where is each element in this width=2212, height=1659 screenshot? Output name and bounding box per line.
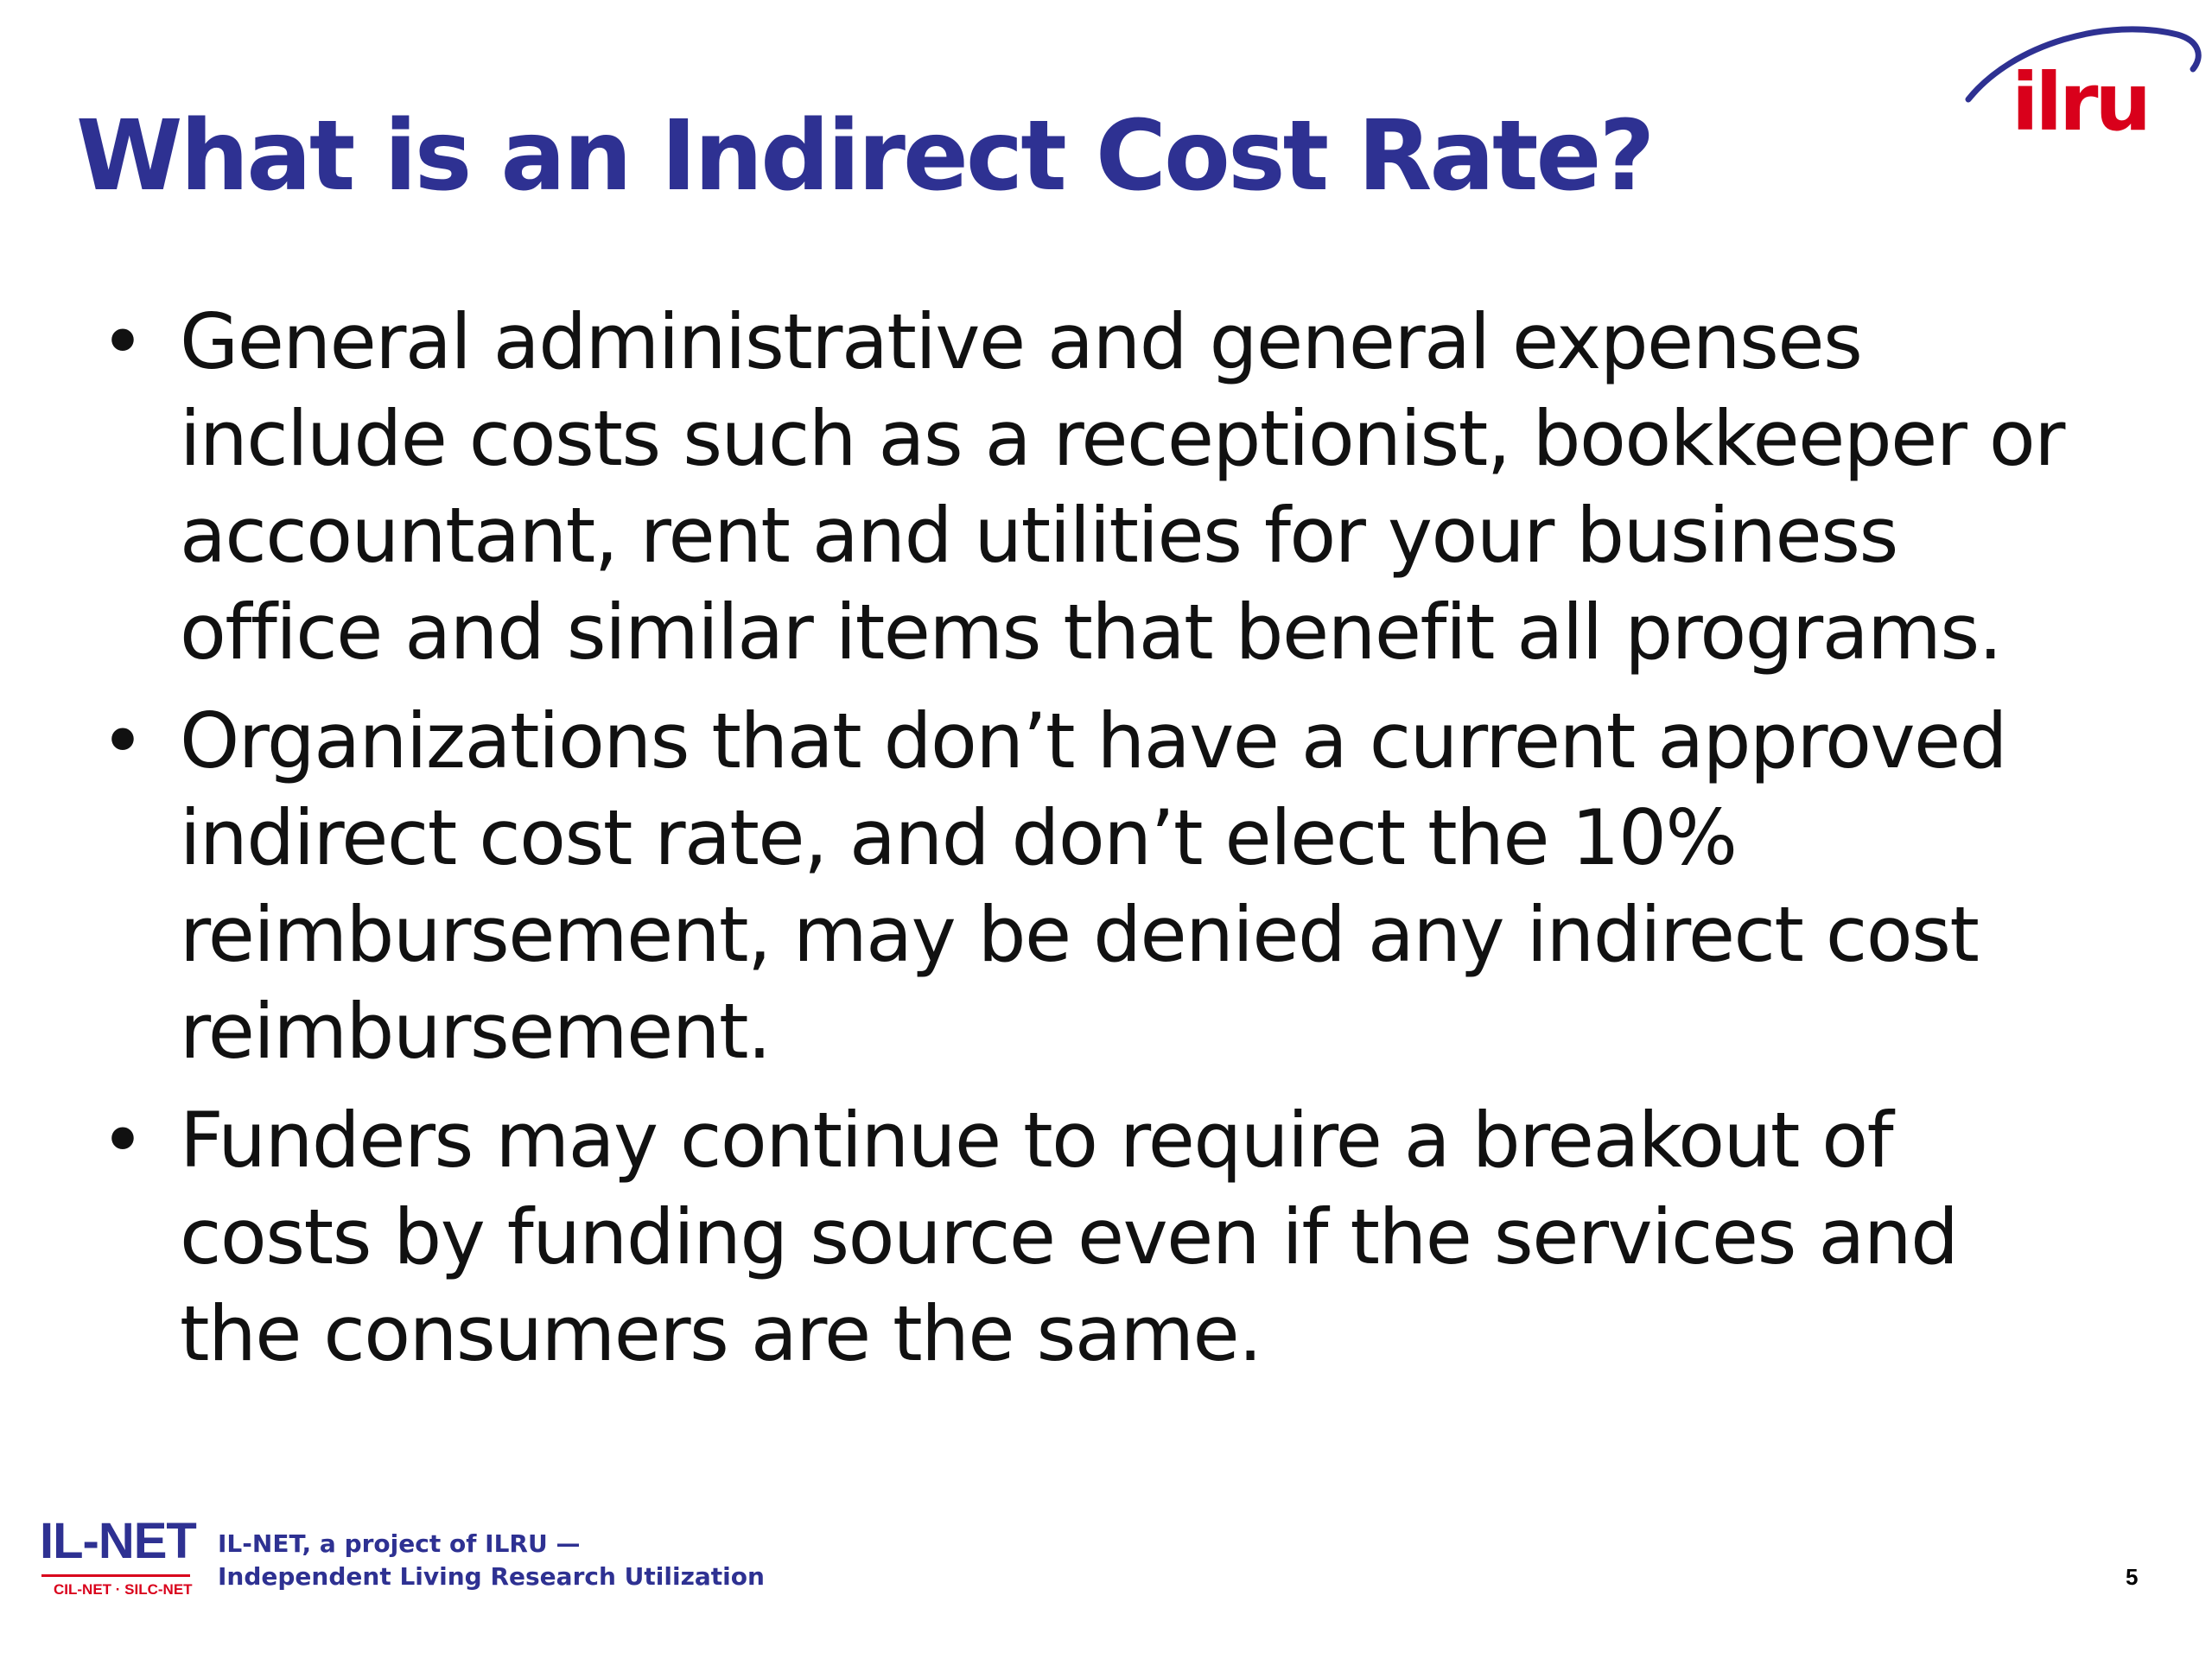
il-net-logo-rule [41, 1574, 190, 1577]
bullet-item [95, 294, 2100, 681]
bullet-text: General administrative and general expenses include costs such as a receptionist, bookkeeper or accountant, rent and utilities for your business office and similar items that benefit all programs. [180, 297, 2064, 677]
bullet-dot-icon: • [100, 696, 144, 785]
bullet-item [95, 693, 2100, 1080]
il-net-logo-text: IL-NET [40, 1513, 196, 1569]
bullet-dot-icon: • [100, 297, 144, 386]
footer-caption [218, 1528, 765, 1593]
bullet-text: Funders may continue to require a breakout of costs by funding source even if the services and the consumers are the same. [180, 1096, 1958, 1378]
svg-text:ilru: ilru [2012, 56, 2148, 147]
page-number: 5 [2126, 1564, 2139, 1590]
bullet-item [95, 1092, 2100, 1382]
bullet-list [95, 294, 2100, 1395]
il-net-logo-subtext: CIL-NET · SILC-NET [54, 1581, 193, 1598]
footer-caption-line2: Independent Living Research Utilization [218, 1562, 765, 1591]
il-net-logo [40, 1514, 204, 1609]
footer-caption-line1: IL-NET, a project of ILRU — [218, 1529, 581, 1558]
bullet-dot-icon: • [100, 1096, 144, 1185]
ilru-logo-icon [1961, 17, 2203, 147]
bullet-text: Organizations that don’t have a current approved indirect cost rate, and don’t elect the 10% reimbursement, may be denied any indirect cost reimbursement. [180, 696, 2007, 1076]
slide-title: What is an Indirect Cost Rate? [76, 100, 1653, 213]
